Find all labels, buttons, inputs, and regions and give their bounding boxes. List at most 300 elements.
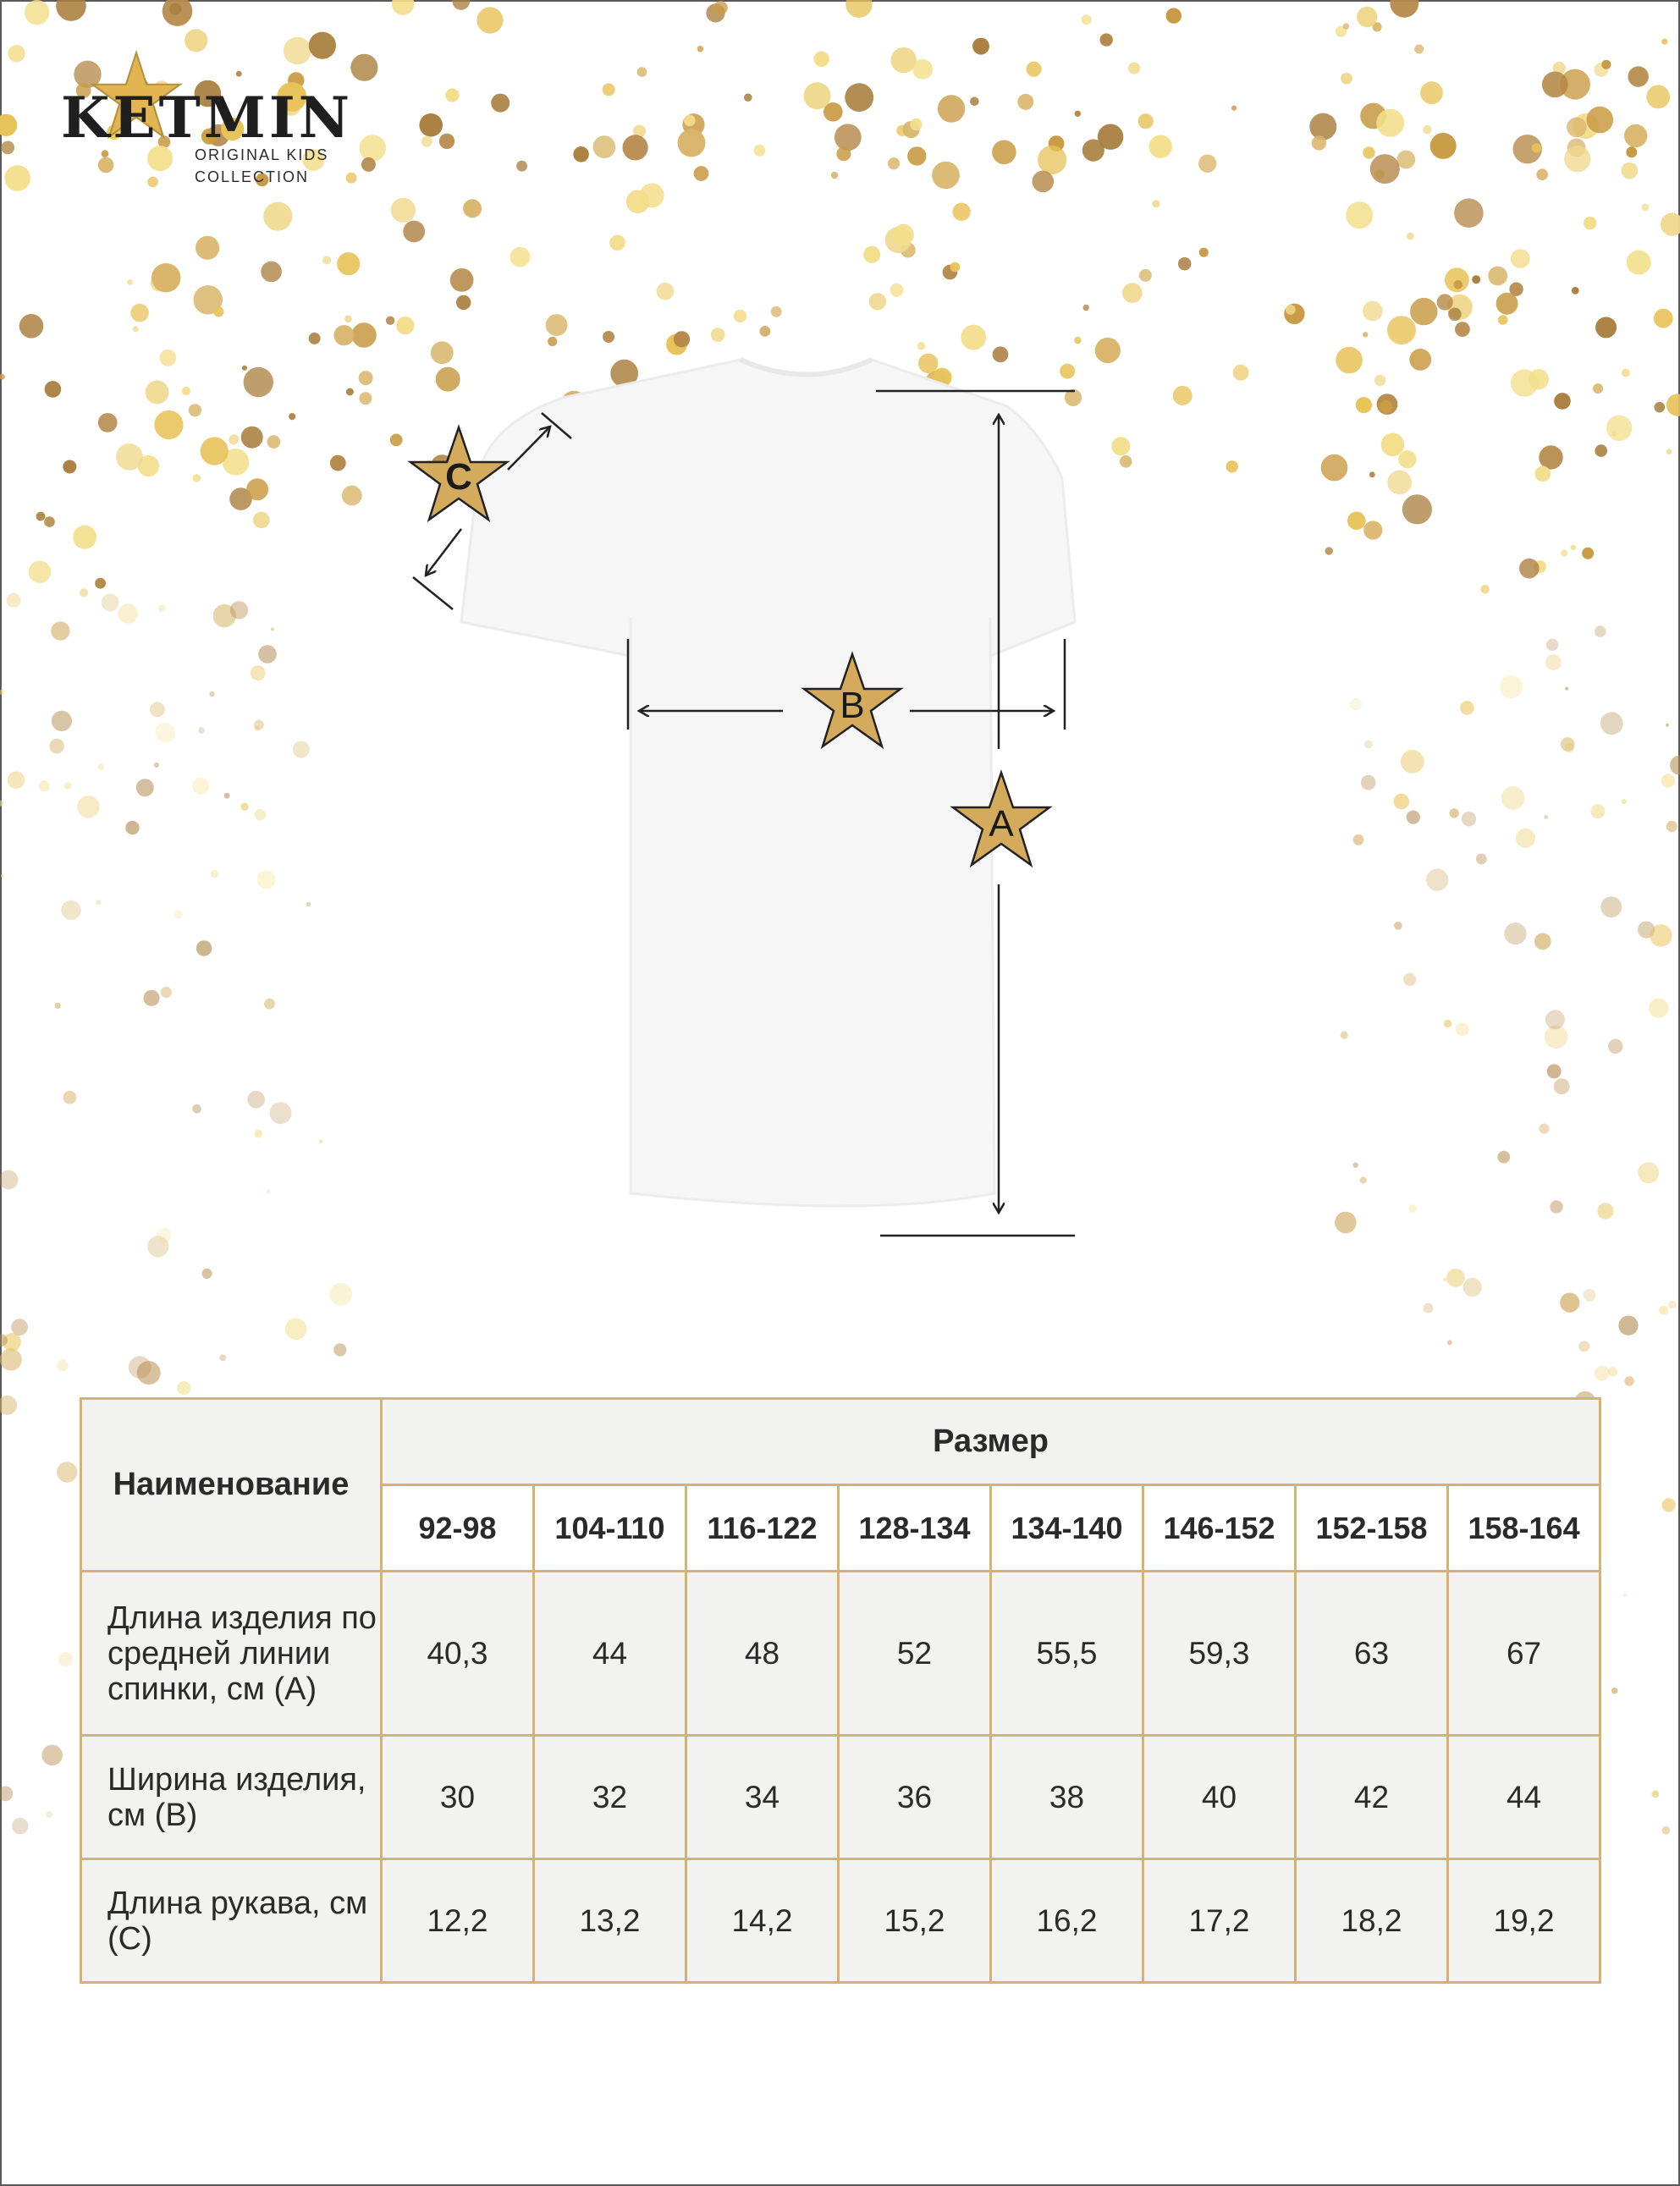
- confetti-dot: [201, 437, 229, 465]
- confetti-dot: [63, 460, 76, 474]
- confetti-dot: [56, 0, 86, 21]
- confetti-dot: [1534, 933, 1551, 950]
- confetti-dot: [254, 720, 264, 730]
- confetti-dot: [1666, 724, 1669, 727]
- confetti-dot: [1178, 257, 1192, 271]
- confetti-dot: [58, 1653, 73, 1667]
- confetti-dot: [1618, 1316, 1638, 1335]
- confetti-dot: [1498, 315, 1508, 325]
- confetti-dot: [1309, 113, 1336, 140]
- confetti-dot: [224, 793, 230, 799]
- confetti-dot: [1622, 799, 1627, 804]
- confetti-dot: [1402, 494, 1432, 524]
- confetti-dot: [133, 326, 139, 332]
- confetti-dot: [229, 434, 239, 444]
- confetti-dot: [1661, 212, 1680, 235]
- confetti-dot: [8, 45, 25, 62]
- confetti-dot: [1668, 1301, 1677, 1309]
- confetti-dot: [1662, 1826, 1671, 1835]
- confetti-dot: [1661, 774, 1675, 787]
- confetti-dot: [241, 427, 263, 449]
- confetti-dot: [1407, 233, 1414, 240]
- confetti-dot: [1655, 402, 1666, 413]
- confetti-dot: [125, 821, 139, 834]
- confetti-dot: [1546, 639, 1558, 651]
- confetti-dot: [267, 435, 281, 449]
- confetti-dot: [39, 780, 50, 791]
- confetti-dot: [351, 322, 376, 347]
- confetti-dot: [573, 146, 589, 162]
- brand-tagline-line2: COLLECTION: [195, 168, 310, 185]
- confetti-dot: [1454, 198, 1484, 228]
- confetti-dot: [1139, 269, 1152, 282]
- confetti-dot: [1554, 1078, 1570, 1094]
- confetti-dot: [1450, 808, 1459, 818]
- confetti-dot: [445, 88, 459, 102]
- confetti-dot: [1341, 73, 1352, 85]
- confetti-dot: [697, 46, 704, 52]
- confetti-dot: [834, 124, 862, 151]
- confetti-dot: [12, 1818, 28, 1834]
- confetti-dot: [49, 739, 64, 754]
- confetti-dot: [456, 295, 471, 310]
- confetti-dot: [1443, 1278, 1447, 1282]
- confetti-dot: [169, 3, 181, 15]
- table-cell: 42: [1296, 1736, 1448, 1859]
- confetti-dot: [1511, 369, 1538, 396]
- confetti-dot: [1138, 113, 1154, 129]
- confetti-dot: [73, 526, 96, 549]
- confetti-dot: [593, 135, 616, 158]
- confetti-dot: [678, 129, 706, 157]
- confetti-dot: [253, 512, 270, 529]
- confetti-dot: [177, 1381, 190, 1395]
- confetti-dot: [330, 455, 346, 471]
- confetti-dot: [391, 198, 416, 223]
- confetti-dot: [1447, 1341, 1452, 1346]
- confetti-dot: [11, 1319, 28, 1335]
- confetti-dot: [1590, 804, 1605, 818]
- confetti-dot: [1670, 756, 1680, 775]
- confetti-dot: [734, 310, 746, 322]
- confetti-dot: [813, 51, 829, 66]
- confetti-dot: [1394, 922, 1402, 930]
- confetti-dot: [1437, 294, 1453, 310]
- brand-tagline-line1: ORIGINAL KIDS: [195, 146, 329, 163]
- confetti-dot: [386, 317, 394, 325]
- confetti-dot: [1626, 146, 1637, 157]
- confetti-dot: [25, 0, 49, 25]
- confetti-dot: [1455, 322, 1470, 337]
- row-label: Длина изделия по средней линии спинки, см (А): [81, 1572, 382, 1736]
- confetti-dot: [1463, 1278, 1482, 1297]
- confetti-dot: [1387, 471, 1412, 495]
- confetti-dot: [1363, 332, 1368, 337]
- confetti-dot: [285, 1319, 307, 1341]
- confetti-dot: [1565, 687, 1568, 691]
- confetti-dot: [47, 1811, 52, 1817]
- confetti-dot: [609, 235, 625, 251]
- confetti-dot: [251, 665, 266, 680]
- confetti-dot: [1128, 63, 1140, 74]
- confetti-dot: [359, 392, 372, 405]
- confetti-dot: [136, 779, 154, 796]
- confetti-dot: [118, 603, 138, 624]
- confetti-dot: [1448, 308, 1462, 322]
- confetti-dot: [771, 306, 782, 317]
- confetti-dot: [1608, 1367, 1617, 1376]
- confetti-dot: [1380, 400, 1393, 414]
- confetti-dot: [1501, 786, 1525, 810]
- confetti-dot: [1370, 154, 1400, 184]
- confetti-dot: [1532, 143, 1541, 152]
- confetti-dot: [419, 113, 443, 137]
- confetti-dot: [266, 1189, 270, 1193]
- confetti-dot: [910, 118, 922, 130]
- confetti-dot: [626, 190, 650, 214]
- confetti-dot: [1390, 0, 1418, 18]
- confetti-dot: [1595, 1366, 1610, 1381]
- confetti-dot: [1430, 133, 1457, 159]
- confetti-dot: [684, 115, 696, 127]
- confetti-dot: [1600, 712, 1623, 735]
- confetti-dot: [1360, 1176, 1367, 1183]
- brand-name: KETMIN: [61, 85, 354, 151]
- confetti-dot: [198, 727, 204, 733]
- confetti-dot: [1662, 1498, 1676, 1511]
- confetti-dot: [80, 588, 88, 597]
- confetti-dot: [160, 350, 177, 366]
- confetti-dot: [1504, 922, 1526, 944]
- size-header: 128-134: [839, 1485, 991, 1572]
- confetti-dot: [182, 387, 190, 395]
- confetti-dot: [55, 1003, 61, 1009]
- confetti-dot: [1033, 171, 1055, 193]
- table-cell: 67: [1448, 1572, 1600, 1736]
- confetti-dot: [270, 1102, 292, 1124]
- confetti-dot: [1652, 1791, 1660, 1798]
- confetti-dot: [350, 54, 377, 81]
- confetti-dot: [1649, 998, 1668, 1017]
- confetti-dot: [1564, 146, 1590, 172]
- confetti-dot: [1353, 834, 1364, 845]
- confetti-dot: [694, 166, 709, 181]
- confetti-dot: [0, 1348, 22, 1370]
- confetti-dot: [1606, 416, 1632, 441]
- confetti-dot: [1545, 654, 1562, 670]
- confetti-dot: [970, 97, 979, 107]
- confetti-dot: [322, 256, 331, 265]
- measurement-label-c: C: [445, 456, 472, 498]
- confetti-dot: [257, 871, 276, 889]
- confetti-dot: [306, 902, 311, 907]
- confetti-dot: [1346, 201, 1373, 229]
- table-cell: 34: [686, 1736, 839, 1859]
- confetti-dot: [77, 796, 100, 818]
- size-header: 92-98: [382, 1485, 534, 1572]
- table-cell: 16,2: [991, 1859, 1143, 1983]
- confetti-dot: [1535, 466, 1551, 482]
- confetti-dot: [201, 1269, 212, 1279]
- table-cell: 36: [839, 1736, 991, 1859]
- confetti-dot: [846, 0, 872, 18]
- confetti-dot: [1542, 72, 1568, 98]
- confetti-dot: [96, 900, 102, 905]
- confetti-dot: [1666, 821, 1677, 832]
- confetti-dot: [1545, 1010, 1565, 1029]
- measurement-label-b: B: [840, 685, 865, 726]
- confetti-dot: [1082, 14, 1092, 25]
- confetti-dot: [1, 874, 4, 878]
- confetti-dot: [0, 374, 5, 380]
- confetti-dot: [1608, 1039, 1623, 1054]
- confetti-dot: [211, 870, 219, 878]
- confetti-dot: [1414, 45, 1424, 54]
- confetti-dot: [1497, 1151, 1510, 1164]
- table-cell: 59,3: [1143, 1572, 1296, 1736]
- confetti-dot: [1472, 275, 1480, 284]
- confetti-dot: [1363, 146, 1374, 158]
- tshirt-measurement-diagram: [398, 339, 1286, 1274]
- confetti-dot: [1642, 204, 1650, 212]
- confetti-dot: [1550, 1200, 1562, 1213]
- size-header: 104-110: [534, 1485, 686, 1572]
- confetti-dot: [1409, 349, 1431, 371]
- brand-tagline: [195, 144, 339, 188]
- confetti-dot: [258, 645, 277, 664]
- confetti-dot: [319, 1139, 323, 1143]
- confetti-dot: [150, 702, 165, 717]
- confetti-dot: [1661, 39, 1667, 45]
- confetti-dot: [192, 1104, 201, 1114]
- confetti-dot: [1231, 106, 1237, 111]
- confetti-dot: [1347, 512, 1366, 531]
- confetti-dot: [1199, 248, 1209, 257]
- confetti-dot: [1335, 1212, 1357, 1234]
- confetti-dot: [130, 304, 149, 322]
- confetti-dot: [1075, 111, 1081, 117]
- name-column-header: Наименование: [81, 1399, 382, 1572]
- table-row: [81, 1859, 1600, 1983]
- confetti-dot: [1398, 450, 1416, 468]
- confetti-dot: [1444, 1020, 1452, 1028]
- confetti-dot: [1027, 62, 1042, 77]
- confetti-dot: [157, 1228, 172, 1243]
- confetti-dot: [254, 1130, 262, 1138]
- confetti-dot: [637, 67, 647, 77]
- table-cell: 44: [1448, 1736, 1600, 1859]
- table-cell: 52: [839, 1572, 991, 1736]
- confetti-dot: [1361, 775, 1376, 790]
- confetti-dot: [1611, 1688, 1618, 1694]
- confetti-dot: [1149, 135, 1172, 158]
- confetti-dot: [36, 512, 46, 521]
- confetti-dot: [0, 1170, 18, 1190]
- confetti-dot: [1544, 815, 1548, 819]
- table-cell: 32: [534, 1736, 686, 1859]
- confetti-dot: [1621, 162, 1638, 179]
- confetti-dot: [1554, 393, 1571, 410]
- confetti-dot: [1476, 854, 1487, 865]
- table-cell: 40: [1143, 1736, 1296, 1859]
- confetti-dot: [1336, 347, 1363, 374]
- confetti-dot: [1584, 1289, 1596, 1302]
- confetti-dot: [1166, 8, 1182, 23]
- confetti-dot: [1638, 1162, 1659, 1183]
- confetti-dot: [1509, 283, 1523, 296]
- confetti-dot: [189, 404, 201, 416]
- confetti-dot: [491, 94, 510, 113]
- confetti-dot: [0, 1787, 13, 1802]
- confetti-dot: [127, 279, 133, 285]
- confetti-dot: [158, 605, 166, 613]
- confetti-dot: [1462, 812, 1476, 826]
- confetti-dot: [359, 371, 373, 385]
- confetti-dot: [0, 801, 3, 807]
- confetti-dot: [1369, 471, 1375, 477]
- confetti-dot: [1593, 383, 1603, 394]
- confetti-dot: [744, 93, 752, 102]
- confetti-dot: [246, 478, 268, 500]
- table-cell: 19,2: [1448, 1859, 1600, 1983]
- confetti-dot: [1401, 750, 1424, 774]
- confetti-dot: [1659, 1306, 1668, 1315]
- confetti-dot: [1622, 369, 1630, 377]
- confetti-dot: [1666, 394, 1680, 416]
- confetti-dot: [1597, 1203, 1613, 1219]
- confetti-dot: [1403, 973, 1416, 986]
- confetti-dot: [1341, 1032, 1348, 1039]
- confetti-dot: [1480, 585, 1490, 594]
- confetti-dot: [888, 157, 900, 169]
- confetti-dot: [1500, 675, 1523, 698]
- size-header: 146-152: [1143, 1485, 1296, 1572]
- confetti-dot: [98, 413, 118, 432]
- table-cell: 44: [534, 1572, 686, 1736]
- row-label: Ширина изделия, см (В): [81, 1736, 382, 1859]
- confetti-dot: [863, 246, 880, 263]
- confetti-dot: [912, 59, 933, 80]
- confetti-dot: [1488, 267, 1507, 286]
- confetti-dot: [1539, 1124, 1549, 1134]
- confetti-dot: [19, 314, 44, 339]
- confetti-dot: [244, 367, 273, 397]
- confetti-dot: [192, 778, 209, 795]
- confetti-dot: [1547, 1064, 1562, 1078]
- confetti-dot: [337, 252, 360, 275]
- table-row: [81, 1736, 1600, 1859]
- confetti-dot: [154, 410, 183, 439]
- confetti-dot: [845, 83, 873, 112]
- confetti-dot: [1539, 445, 1562, 469]
- confetti-dot: [57, 1359, 69, 1371]
- confetti-dot: [1350, 698, 1362, 710]
- confetti-dot: [1595, 444, 1607, 457]
- confetti-dot: [154, 763, 159, 768]
- confetti-dot: [392, 0, 415, 15]
- confetti-dot: [1571, 545, 1576, 550]
- confetti-dot: [1601, 60, 1611, 69]
- table-cell: 30: [382, 1736, 534, 1859]
- confetti-dot: [476, 7, 503, 33]
- table-row: [81, 1572, 1600, 1736]
- size-header: 116-122: [686, 1485, 839, 1572]
- confetti-dot: [1100, 33, 1113, 46]
- confetti-dot: [240, 803, 248, 811]
- confetti-dot: [1624, 124, 1647, 147]
- confetti-dot: [116, 443, 143, 471]
- confetti-dot: [63, 1091, 77, 1104]
- confetti-dot: [421, 136, 432, 147]
- confetti-dot: [98, 763, 104, 769]
- confetti-dot: [1460, 701, 1474, 715]
- confetti-dot: [1423, 1303, 1433, 1313]
- size-column-header: Размер: [382, 1399, 1600, 1485]
- confetti-dot: [804, 82, 831, 109]
- confetti-dot: [1381, 433, 1405, 457]
- table-cell: 17,2: [1143, 1859, 1296, 1983]
- confetti-dot: [52, 711, 72, 731]
- confetti-dot: [151, 263, 180, 292]
- confetti-dot: [209, 691, 215, 697]
- brand-logo: [61, 49, 354, 193]
- confetti-dot: [44, 516, 55, 527]
- confetti-dot: [1, 141, 14, 155]
- confetti-dot: [61, 900, 80, 920]
- confetti-dot: [64, 782, 71, 789]
- confetti-dot: [546, 314, 568, 336]
- confetti-dot: [51, 621, 69, 640]
- confetti-dot: [45, 381, 62, 398]
- confetti-dot: [271, 627, 274, 630]
- confetti-dot: [1083, 305, 1089, 311]
- confetti-dot: [7, 593, 21, 608]
- confetti-dot: [333, 325, 354, 345]
- confetti-dot: [1578, 1341, 1589, 1352]
- confetti-dot: [8, 771, 25, 789]
- confetti-dot: [396, 317, 414, 334]
- confetti-dot: [102, 594, 119, 612]
- confetti-dot: [1286, 305, 1296, 315]
- confetti-dot: [516, 161, 527, 172]
- confetti-dot: [450, 268, 474, 292]
- confetti-dot: [836, 146, 851, 161]
- confetti-dot: [0, 1396, 17, 1415]
- confetti-dot: [1420, 81, 1443, 104]
- confetti-dot: [1407, 811, 1420, 824]
- tshirt-diagram-graphic: [398, 339, 1286, 1269]
- table-cell: 40,3: [382, 1572, 534, 1736]
- confetti-dot: [344, 316, 352, 323]
- measurement-label-a: A: [989, 803, 1014, 845]
- confetti-dot: [263, 202, 292, 231]
- confetti-dot: [1410, 298, 1437, 325]
- confetti-dot: [1408, 1204, 1417, 1213]
- confetti-dot: [1666, 449, 1672, 454]
- confetti-dot: [452, 0, 470, 10]
- confetti-dot: [1623, 1594, 1627, 1597]
- confetti-dot: [1446, 1269, 1465, 1287]
- confetti-dot: [4, 165, 30, 191]
- confetti-dot: [463, 199, 482, 217]
- table-cell: 14,2: [686, 1859, 839, 1983]
- table-cell: 13,2: [534, 1859, 686, 1983]
- confetti-dot: [242, 366, 247, 371]
- confetti-dot: [1198, 155, 1216, 173]
- confetti-dot: [309, 333, 321, 344]
- confetti-dot: [1561, 550, 1567, 557]
- table-cell: 38: [991, 1736, 1143, 1859]
